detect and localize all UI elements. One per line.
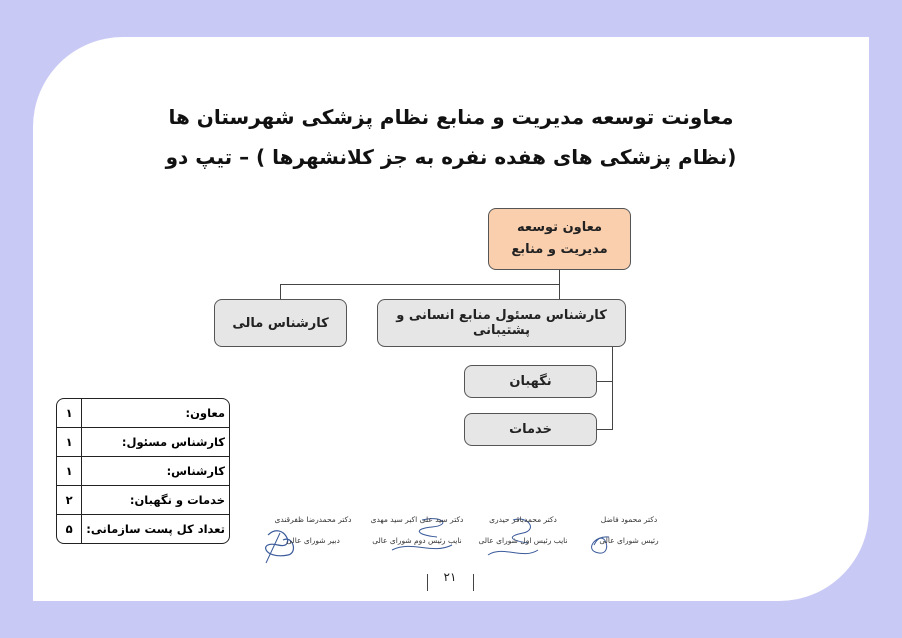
services-box: خدمات bbox=[464, 413, 597, 446]
connector-finance-down bbox=[280, 284, 281, 299]
signatory-name: دکتر محمدرضا ظفرقندی bbox=[274, 515, 352, 524]
page-number: ۲۱ bbox=[443, 570, 457, 584]
signatory-name: دکتر سید علی اکبر سید مهدی bbox=[370, 515, 464, 524]
guard-box: نگهبان bbox=[464, 365, 597, 398]
tally-label: خدمات و نگهبان: bbox=[82, 486, 229, 515]
tally-label: کارشناس مسئول: bbox=[82, 428, 229, 457]
tally-value: ۲ bbox=[57, 486, 82, 515]
page-title: معاونت توسعه مدیریت و منابع نظام پزشکی شهرستان ها bbox=[168, 105, 734, 129]
table-row bbox=[57, 515, 229, 543]
signatory-role: نایب رئیس دوم شورای عالی bbox=[372, 536, 462, 545]
page-number-divider-right bbox=[473, 574, 474, 591]
root-label-line2: مدیریت و منابع bbox=[511, 242, 608, 257]
connector-hr-side bbox=[612, 347, 613, 430]
signatory-name: دکتر محمود فاضل bbox=[600, 515, 658, 524]
table-row bbox=[57, 457, 229, 486]
signature-block bbox=[574, 515, 684, 565]
hr-expert-box: کارشناس مسئول منابع انسانی و پشتیبانی bbox=[377, 299, 626, 347]
connector-horizontal bbox=[280, 284, 560, 285]
tally-label: کارشناس: bbox=[82, 457, 229, 486]
finance-expert-box: کارشناس مالی bbox=[214, 299, 347, 347]
root-box bbox=[488, 208, 631, 270]
root-label-line1: معاون توسعه bbox=[517, 220, 603, 235]
tally-value: ۱ bbox=[57, 428, 82, 457]
connector-guard bbox=[597, 381, 613, 382]
table-row bbox=[57, 486, 229, 515]
page-subtitle: (نظام پزشکی های هفده نفره به جز کلانشهرها ) – تیپ دو bbox=[165, 145, 737, 169]
signature-block bbox=[468, 515, 578, 565]
signature-block bbox=[258, 515, 368, 565]
tally-value: ۱ bbox=[57, 457, 82, 486]
table-row bbox=[57, 428, 229, 457]
tally-label: تعداد کل پست سازمانی: bbox=[86, 522, 225, 536]
connector-root-down bbox=[559, 270, 560, 284]
table-row bbox=[57, 399, 229, 428]
page-number-divider-left bbox=[427, 574, 428, 591]
tally-value: ۵ bbox=[57, 515, 82, 543]
signature-block bbox=[362, 515, 472, 565]
connector-services bbox=[597, 429, 613, 430]
signatory-role: نایب رئیس اول شورای عالی bbox=[478, 536, 568, 545]
tally-label: معاون: bbox=[82, 399, 229, 428]
staff-tally-table bbox=[56, 398, 230, 544]
signatory-role: رئیس شورای عالی bbox=[599, 536, 659, 545]
connector-hr-down bbox=[559, 284, 560, 299]
signatory-name: دکتر محمدباقر حیدری bbox=[489, 515, 557, 524]
tally-value: ۱ bbox=[57, 399, 82, 428]
signatory-role: دبیر شورای عالی bbox=[286, 536, 340, 545]
